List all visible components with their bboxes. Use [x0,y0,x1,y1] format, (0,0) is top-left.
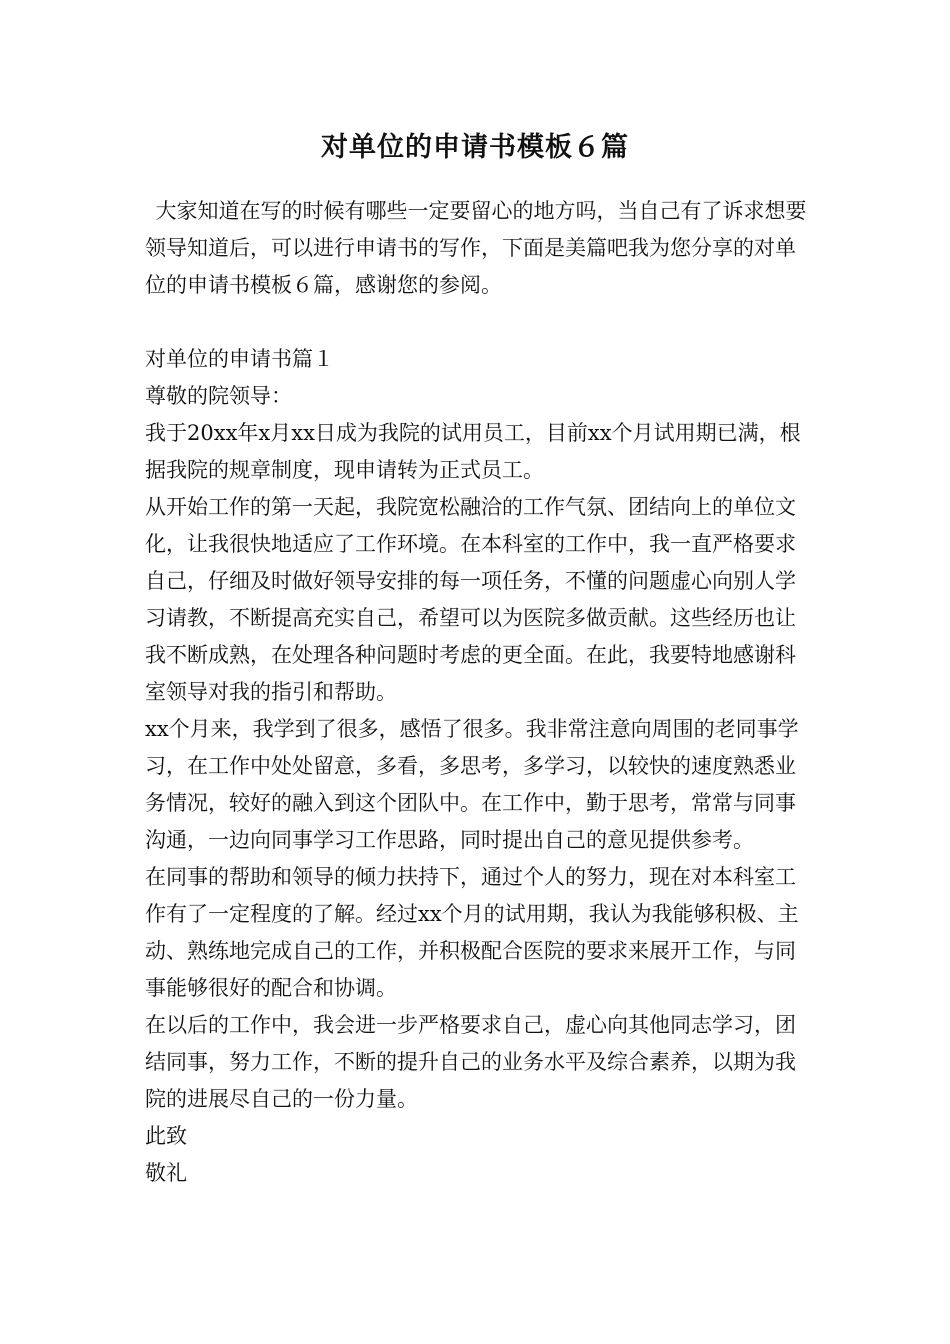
body-paragraph: 在同事的帮助和领导的倾力扶持下，通过个人的努力，现在对本科室工作有了一定程度的了解。经过xx个月的试用期，我认为我能够积极、主动、熟练地完成自己的工作，并积极配合医院的要求来展开工作，与同事能够很好的配合和协调。 [145,865,799,1000]
body-paragraph: 在以后的工作中，我会进一步严格要求自己，虚心向其他同志学习，团结同事，努力工作，不断的提升自己的业务水平及综合素养，以期为我院的进展尽自己的一份力量。 [145,1013,796,1111]
closing-line: 此致 [145,1124,187,1148]
paragraph-spacer [145,304,815,341]
body-paragraph: 从开始工作的第一天起，我院宽松融洽的工作气氛、团结向上的单位文化，让我很快地适应了工作环境。在本科室的工作中，我一直严格要求自己，仔细及时做好领导安排的每一项任务，不懂的问题虚心向别人学习请教，不断提高充实自己，希望可以为医院多做贡献。这些经历也让我不断成熟，在处理各种问题时考虑的更全面。在此，我要特地感谢科室领导对我的指引和帮助。 [145,495,796,704]
section-heading: 对单位的申请书篇１ [145,347,334,371]
salutation: 尊敬的院领导： [145,384,292,408]
intro-paragraph: 大家知道在写的时候有哪些一定要留心的地方吗，当自己有了诉求想要领导知道后，可以进行申请书的写作，下面是美篇吧我为您分享的对单位的申请书模板６篇，感谢您的参阅。 [145,199,807,297]
closing-line: 敬礼 [145,1161,187,1185]
body-paragraph: xx个月来，我学到了很多，感悟了很多。我非常注意向周围的老同事学习，在工作中处处留意，多看，多思考，多学习，以较快的速度熟悉业务情况，较好的融入到这个团队中。在工作中，勤于思考，常常与同事沟通，一边向同事学习工作思路，同时提出自己的意见提供参考。 [145,717,799,852]
document-body [145,193,815,1192]
document-title: 对单位的申请书模板６篇 [321,132,629,163]
body-paragraph: 我于20xx年x月xx日成为我院的试用员工，目前xx个月试用期已满，根据我院的规章制度，现申请转为正式员工。 [145,421,801,482]
